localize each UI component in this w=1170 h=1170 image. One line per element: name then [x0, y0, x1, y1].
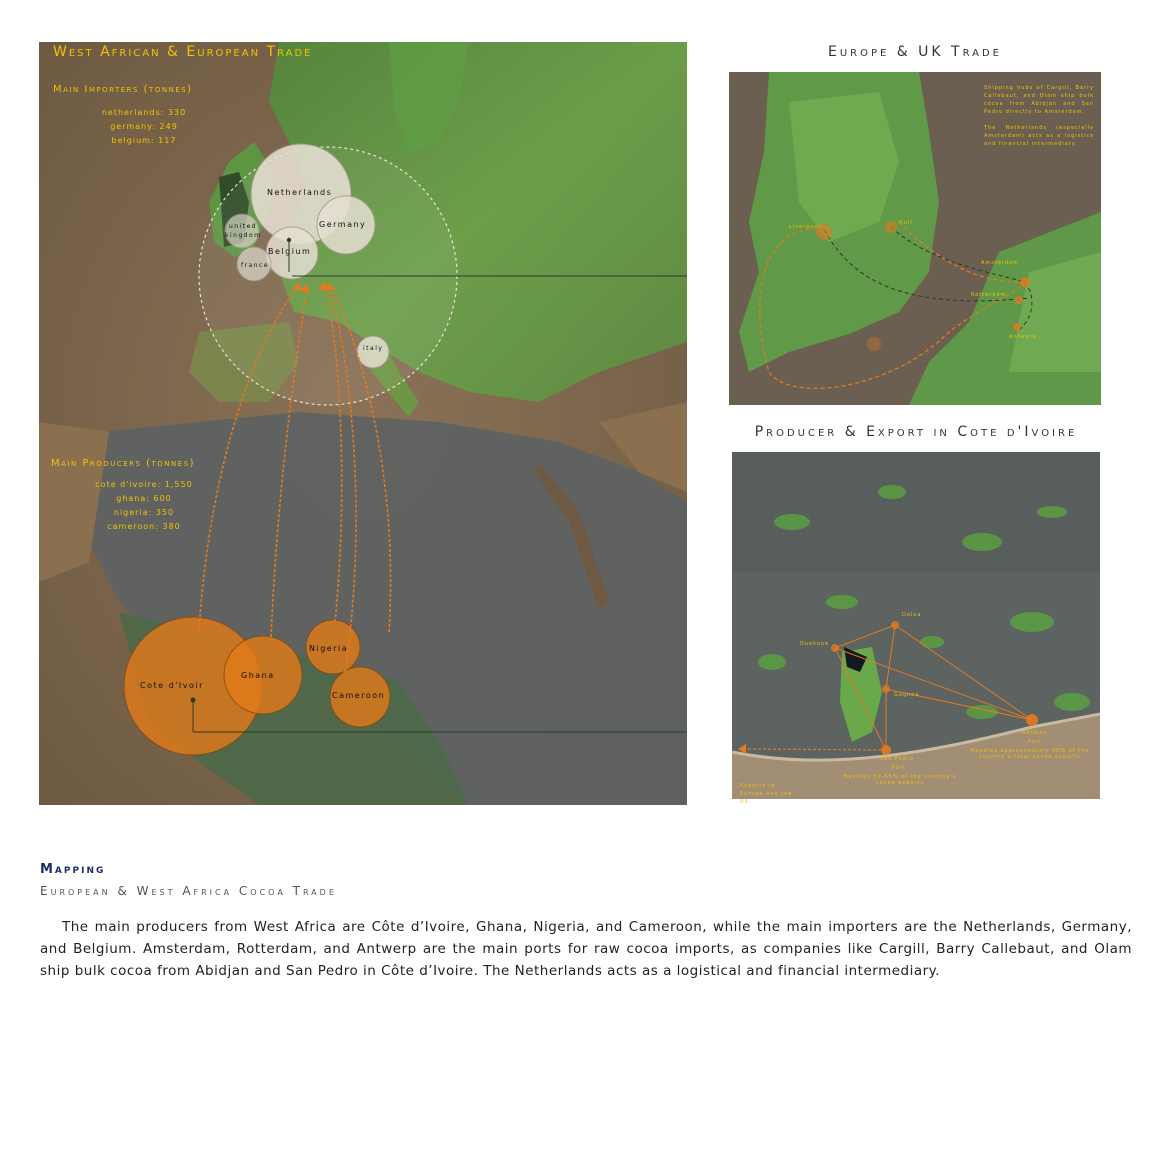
- label-nigeria: Nigeria: [309, 644, 349, 653]
- producer-cote-divoire: cote d'ivoire: 1,550: [95, 480, 193, 489]
- place-abidjan: Abidjan: [1022, 730, 1048, 736]
- ci-panel-title: Producer & Export in Cote d'Ivoire: [754, 424, 1078, 440]
- producer-nigeria: nigeria: 350: [113, 508, 175, 517]
- producer-ghana: ghana: 600: [116, 494, 172, 503]
- label-ghana: Ghana: [241, 671, 275, 680]
- uk-panel-map: [729, 72, 1101, 405]
- place-duekoue: Duekoue: [800, 641, 830, 647]
- main-map-title: West African & European Trade: [53, 44, 313, 60]
- place-daloa: Daloa: [902, 612, 922, 618]
- port-amsterdam: Amsterdam: [981, 260, 1020, 266]
- main-map: [39, 42, 687, 805]
- importer-germany: germany: 249: [110, 122, 178, 131]
- caption-heading: Mapping: [40, 862, 106, 877]
- place-san-pedro-note: Handles 50-55% of the country's cocoa exports: [843, 774, 957, 786]
- place-abidjan-port: Port: [1028, 739, 1042, 745]
- port-hull: Hull: [899, 220, 913, 226]
- place-san-pedro: San Pedro: [880, 756, 915, 762]
- caption-body: The main producers from West Africa are Côte d’Ivoire, Ghana, Nigeria, and Cameroon, while the main importers are the Netherlands, Germany, and Belgium. Amsterdam, Rotterdam, and Antwerp are the main ports for raw cocoa imports, as companies like Cargill, Barry Callebaut, and Olam ship bulk cocoa from Abidjan and San Pedro in Côte d’Ivoire. The Netherlands acts as a logistical and financial intermediary.: [40, 919, 1132, 979]
- producers-heading: Main Producers (tonnes): [51, 458, 196, 469]
- port-liverpool: Liverpool: [789, 224, 821, 230]
- uk-panel-graphic: [729, 72, 1101, 405]
- uk-panel-title: Europe & UK Trade: [828, 44, 1002, 60]
- label-italy: italy: [363, 345, 384, 352]
- export-note: Exports to Europe and the US: [740, 783, 793, 805]
- caption-subheading: European & West Africa Cocoa Trade: [40, 884, 337, 898]
- producer-cameroon: cameroon: 380: [107, 522, 181, 531]
- place-abidjan-note: Handles approximately 40% of the country's total cocoa exports: [970, 748, 1090, 760]
- label-cameroon: Cameroon: [332, 691, 386, 700]
- place-gagnoa: Gagnoa: [894, 692, 920, 698]
- importer-netherlands: netherlands: 330: [101, 108, 187, 117]
- port-antwerp: Antwerp: [1009, 334, 1037, 340]
- importers-heading: Main Importers (tonnes): [53, 84, 193, 95]
- italy-circle: [357, 336, 389, 368]
- ci-panel-map: [732, 452, 1100, 805]
- ci-panel-graphic: [732, 452, 1100, 799]
- label-cote-divoire: Cote d'Ivoir: [140, 681, 204, 690]
- label-germany: Germany: [319, 220, 367, 229]
- place-san-pedro-port: Port: [892, 765, 906, 771]
- uk-note-1: Shipping hubs of Cargill, Barry Callebaut, and Olam ship bulk cocoa from Abidjan and San Pedro directly to Amsterdam.: [984, 85, 1094, 115]
- label-france: france: [241, 262, 270, 269]
- importer-belgium: belgium: 117: [111, 136, 177, 145]
- port-rotterdam: Rotterdam: [971, 292, 1007, 298]
- uk-note-2: The Netherlands (especially Amsterdam) acts as a logistics and financial intermediary.: [984, 125, 1094, 147]
- label-uk: united kingdom: [225, 223, 262, 239]
- label-netherlands: Netherlands: [267, 188, 333, 197]
- label-belgium: Belgium: [268, 247, 312, 256]
